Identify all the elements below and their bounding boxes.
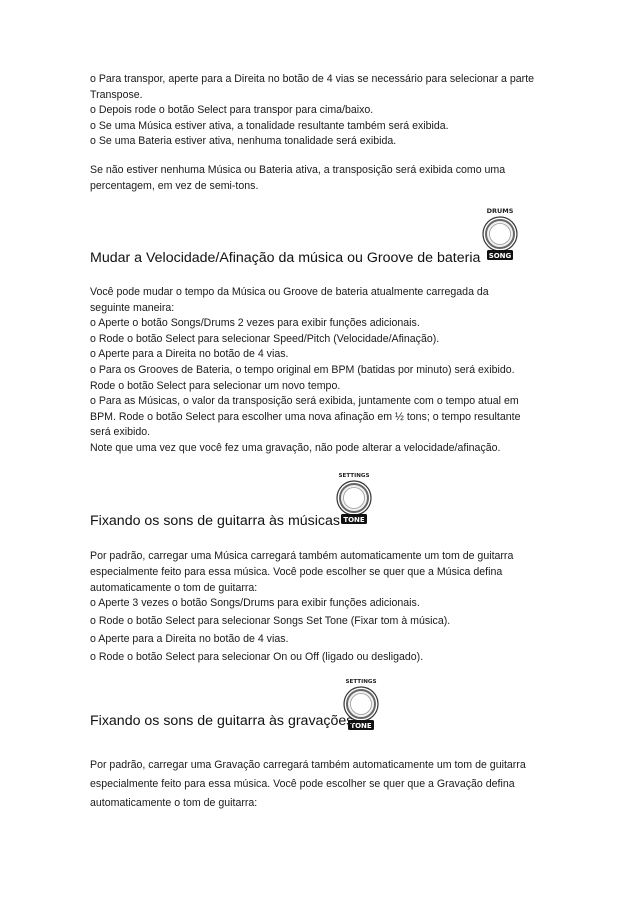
body-line: será exibido. [90, 426, 151, 439]
intro-line: o Se uma Bateria estiver ativa, nenhuma tonalidade será exibida. [90, 135, 397, 148]
drums-song-knob-icon [480, 203, 520, 263]
body-line: o Aperte o botão Songs/Drums 2 vezes para exibir funções adicionais. [90, 317, 420, 330]
knob-top-label: DRUMS [486, 207, 514, 215]
knob-top-label: SETTINGS [338, 473, 370, 479]
section-heading-song-tone: Fixando os sons de guitarra às músicas [90, 513, 340, 529]
body-line: Você pode mudar o tempo da Música ou Groove de bateria atualmente carregada da [90, 286, 489, 298]
body-line: o Rode o botão Select para selecionar On ou Off (ligado ou desligado). [90, 650, 424, 663]
intro-line: o Para transpor, aperte para a Direita no botão de 4 vias se necessário para selecionar a parte [90, 73, 535, 85]
body-line: Rode o botão Select para selecionar um novo tempo. [90, 379, 341, 392]
settings-tone-knob-icon [334, 467, 374, 527]
knob-top-label: SETTINGS [345, 679, 377, 685]
body-line: o Para os Grooves de Bateria, o tempo original em BPM (batidas por minuto) será exibido. [90, 363, 515, 376]
section-heading-speed-pitch: Mudar a Velocidade/Afinação da música ou Groove de bateria [90, 250, 481, 266]
knob-bottom-label: SONG [488, 252, 512, 260]
knob-bottom-label: TONE [350, 722, 372, 730]
body-line: especialmente feito para essa música. Você pode escolher se quer que a Música defina [90, 565, 503, 578]
intro-line: Transpose. [90, 88, 143, 101]
intro-note [90, 163, 560, 194]
body-line: especialmente feito para essa música. Você pode escolher se quer que a Gravação defina [90, 778, 515, 790]
body-line: o Aperte para a Direita no botão de 4 vias. [90, 632, 289, 645]
intro-steps [90, 72, 560, 150]
body-line: o Aperte para a Direita no botão de 4 vias. [90, 348, 289, 361]
body-line: o Rode o botão Select para selecionar Songs Set Tone (Fixar tom à música). [90, 615, 451, 628]
intro-line: o Depois rode o botão Select para transpor para cima/baixo. [90, 104, 374, 117]
body-line: Note que uma vez que você fez uma gravação, não pode alterar a velocidade/afinação. [90, 441, 501, 454]
intro-line: o Se uma Música estiver ativa, a tonalidade resultante também será exibida. [90, 119, 449, 132]
body-line: o Para as Músicas, o valor da transposição será exibida, juntamente com o tempo atual em [90, 395, 519, 408]
body-line: Por padrão, carregar uma Música carregará também automaticamente um tom de guitarra [90, 550, 514, 562]
body-line: Por padrão, carregar uma Gravação carregará também automaticamente um tom de guitarra [90, 759, 526, 771]
body-line: o Rode o botão Select para selecionar Speed/Pitch (Velocidade/Afinação). [90, 332, 440, 345]
body-line: o Aperte 3 vezes o botão Songs/Drums para exibir funções adicionais. [90, 597, 420, 610]
knob-bottom-label: TONE [343, 516, 365, 524]
section2-body [90, 549, 560, 666]
intro-note-line: percentagem, em vez de semi-tons. [90, 179, 259, 192]
body-line: seguinte maneira: [90, 301, 175, 314]
intro-note-line: Se não estiver nenhuma Música ou Bateria ativa, a transposição será exibida como uma [90, 164, 506, 176]
body-line: BPM. Rode o botão Select para escolher uma nova afinação em ½ tons; o tempo resultante [90, 410, 521, 423]
body-line: automaticamente o tom de guitarra: [90, 797, 258, 809]
body-line: automaticamente o tom de guitarra: [90, 581, 258, 594]
section1-body [90, 285, 560, 457]
section3-body [90, 756, 560, 813]
section-heading-recording-tone: Fixando os sons de guitarra às gravações [90, 713, 354, 729]
